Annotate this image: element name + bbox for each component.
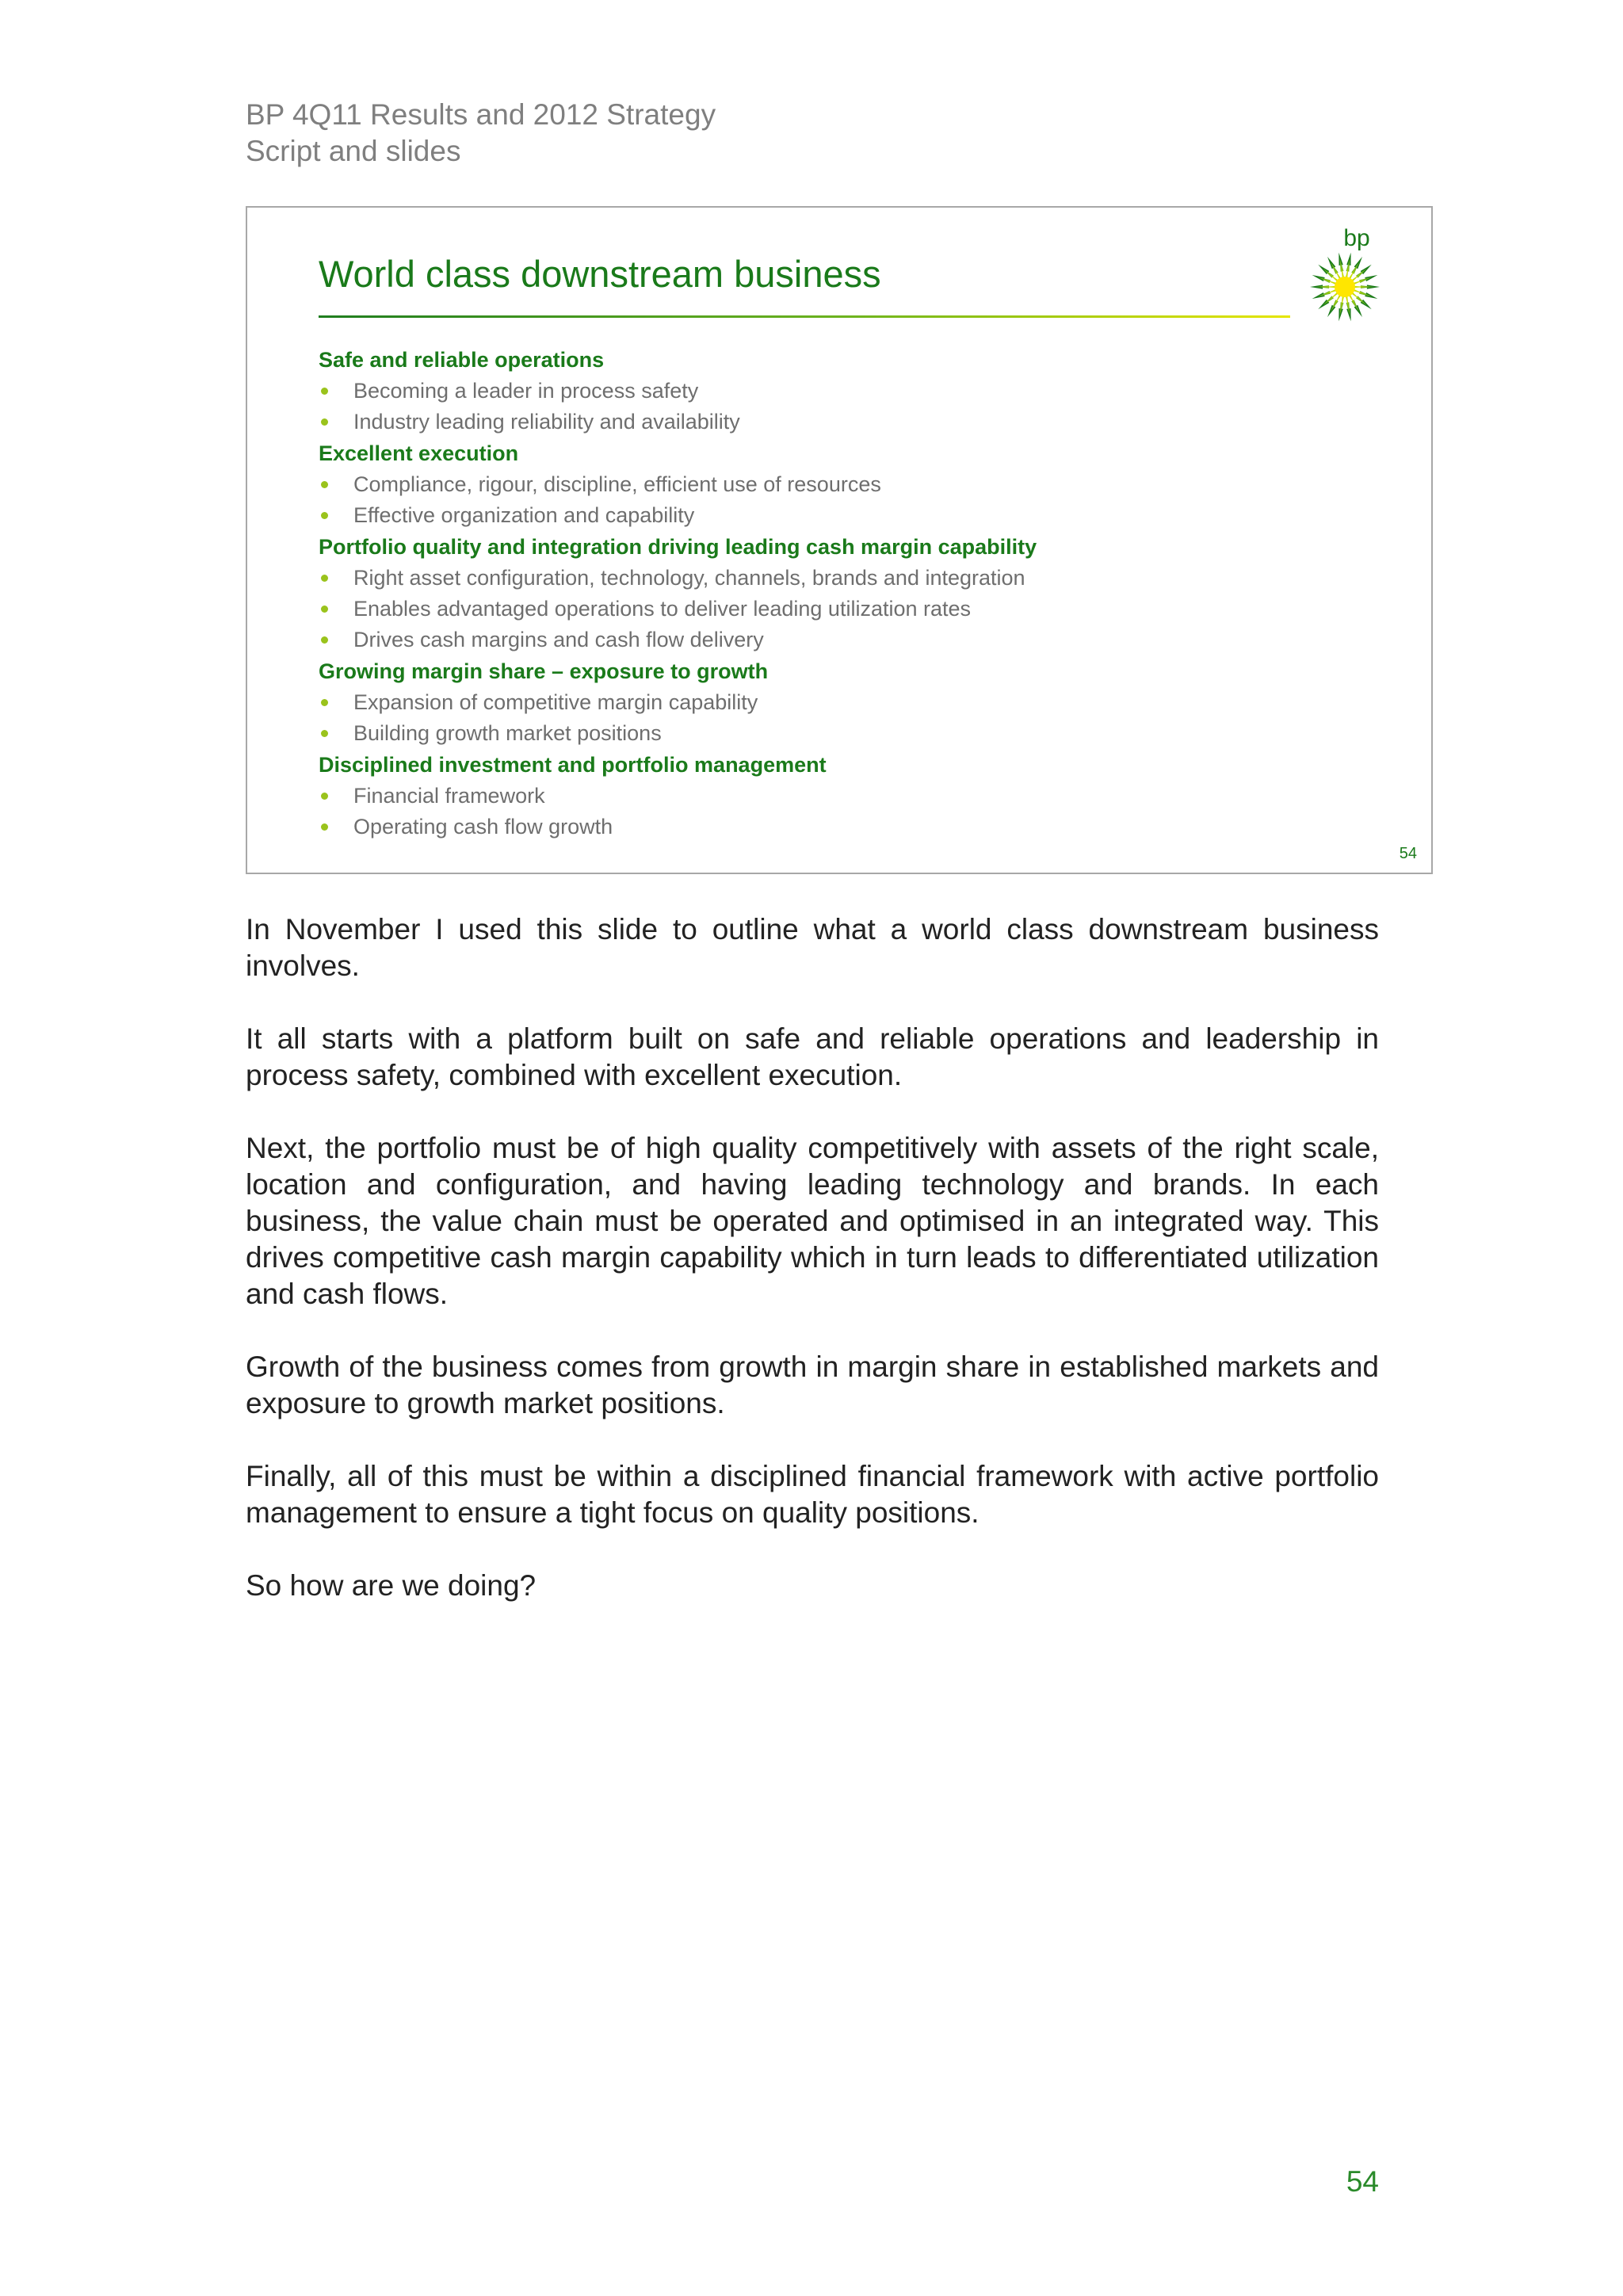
slide-section-heading: Excellent execution: [319, 441, 519, 465]
bp-logo-text: bp: [1343, 225, 1370, 251]
slide-bullet-item: Industry leading reliability and availability: [319, 407, 1396, 437]
script-paragraph: Next, the portfolio must be of high quality competitively with assets of the right scale, location and configuration, and having leading technology and brands. In each business, the value chain must be operated and optimised in an integrated way. This drives competitive cash margin capability which in turn leads to differentiated utilization and cash flows.: [246, 1132, 1379, 1310]
slide-bullet-item: Effective organization and capability: [319, 500, 1396, 531]
slide-section-heading: Growing margin share – exposure to growth: [319, 659, 769, 683]
script-paragraph: Growth of the business comes from growth in margin share in established markets and exposure to growth market positions.: [246, 1350, 1379, 1419]
slide-content: [319, 344, 1396, 842]
slide-title: World class downstream business: [319, 253, 881, 295]
page-number: 54: [1346, 2165, 1379, 2198]
script-paragraph: Finally, all of this must be within a disciplined financial framework with active portfolio management to ensure a tight focus on quality positions.: [246, 1460, 1379, 1529]
slide-section-heading: Portfolio quality and integration driving leading cash margin capability: [319, 535, 1037, 559]
title-divider: [319, 315, 1290, 318]
bp-helios-logo-icon: [1301, 222, 1388, 333]
script-paragraph: In November I used this slide to outline what a world class downstream business involves.: [246, 913, 1379, 982]
slide-bullet-item: Operating cash flow growth: [319, 812, 1396, 842]
slide-number: 54: [1399, 845, 1417, 862]
slide-bullet-item: Financial framework: [319, 781, 1396, 812]
slide-bullet-item: Compliance, rigour, discipline, efficient use of resources: [319, 469, 1396, 500]
script-paragraph: So how are we doing?: [246, 1569, 537, 1602]
document-header: [246, 97, 716, 170]
script-text: [246, 911, 1379, 1641]
header-title: BP 4Q11 Results and 2012 Strategy: [246, 98, 716, 131]
slide-bullet-item: Drives cash margins and cash flow delivery: [319, 625, 1396, 655]
slide-section-heading: Safe and reliable operations: [319, 348, 605, 372]
slide-frame: [246, 206, 1433, 874]
slide-bullet-item: Right asset configuration, technology, channels, brands and integration: [319, 563, 1396, 594]
header-subtitle: Script and slides: [246, 135, 461, 167]
slide-bullet-item: Building growth market positions: [319, 718, 1396, 749]
slide-bullet-item: Becoming a leader in process safety: [319, 376, 1396, 407]
slide-bullet-item: Expansion of competitive margin capability: [319, 687, 1396, 718]
script-paragraph: It all starts with a platform built on safe and reliable operations and leadership in process safety, combined with excellent execution.: [246, 1022, 1379, 1091]
slide-section-heading: Disciplined investment and portfolio management: [319, 753, 827, 777]
slide-bullet-item: Enables advantaged operations to deliver leading utilization rates: [319, 594, 1396, 625]
